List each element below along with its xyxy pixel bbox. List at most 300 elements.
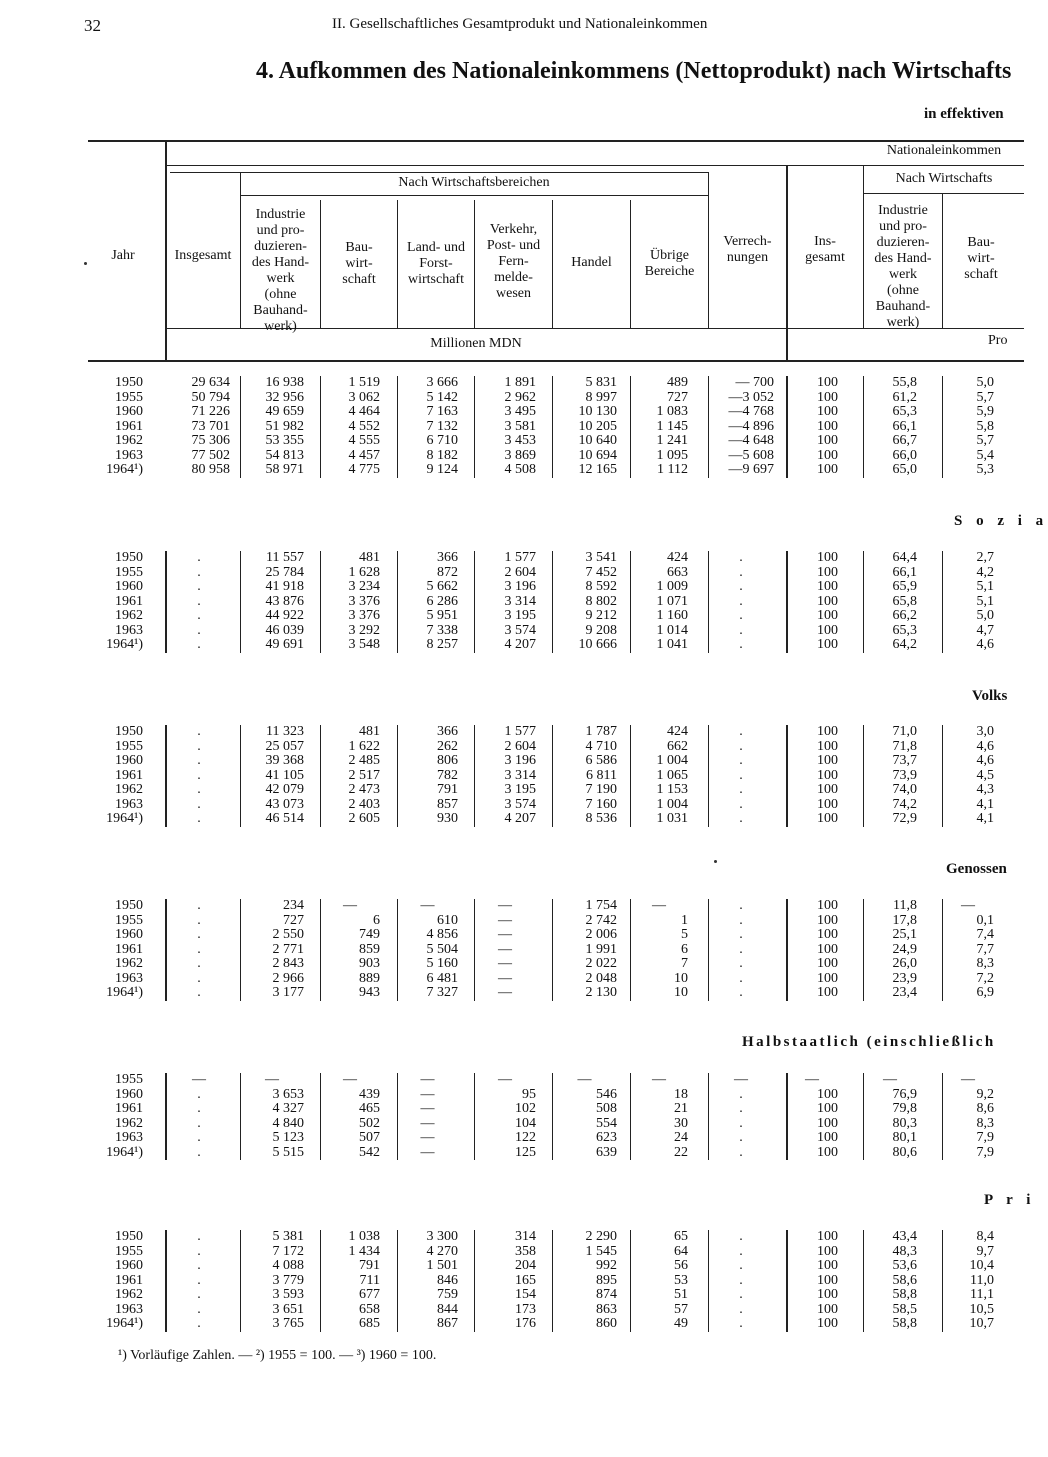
cell-verrechnungen: . (739, 593, 743, 609)
cell-handel: 8 802 (585, 593, 617, 609)
cell-industrie-percent: 73,9 (892, 767, 917, 783)
cell-bauwirtschaft: 2 473 (348, 782, 380, 797)
cell-industrie-percent: 66,0 (892, 447, 917, 463)
cell-uebrige: 1 031 (656, 811, 688, 826)
cell-handel: 863 (596, 1301, 617, 1317)
cell-year: 1962 (115, 608, 143, 623)
unit-note: in effektiven (924, 106, 1004, 122)
cell-verkehr: 2 962 (504, 389, 536, 405)
cell-industrie: 42 079 (265, 782, 304, 797)
cell-landwirtschaft: 5 662 (426, 579, 458, 594)
cell-uebrige: 1 095 (656, 447, 688, 463)
table-row (0, 449, 1024, 464)
cell-verrechnungen: . (739, 1130, 743, 1145)
cell-verrechnungen: . (739, 927, 743, 942)
cell-industrie: 234 (283, 898, 304, 913)
cell-handel: 5 831 (585, 375, 617, 390)
cell-bauwirtschaft: 6 (373, 912, 380, 928)
cell-handel: 1 754 (585, 898, 617, 913)
cell-verrechnungen: . (739, 1258, 743, 1273)
cell-insgesamt-percent: 100 (817, 579, 838, 594)
cell-insgesamt-percent: 100 (817, 1287, 838, 1302)
cell-industrie-percent: 53,6 (892, 1258, 917, 1273)
cell-insgesamt-percent: 100 (817, 433, 838, 448)
cell-bauwirtschaft-percent: 7,4 (976, 927, 994, 942)
table-row (0, 595, 1024, 610)
cell-bauwirtschaft-percent: 4,6 (976, 738, 994, 754)
cell-verkehr: 358 (515, 1243, 536, 1259)
cell-uebrige: 1 009 (656, 579, 688, 594)
cell-year: 1963 (115, 1301, 143, 1317)
cell-bauwirtschaft: 685 (359, 1316, 380, 1331)
cell-uebrige: 1 153 (656, 782, 688, 797)
table-row (0, 1317, 1024, 1332)
cell-industrie-percent: 24,9 (892, 941, 917, 957)
cell-industrie-percent: 43,4 (892, 1229, 917, 1244)
table-title: 4. Aufkommen des Nationaleinkommens (Nettoprodukt) nach Wirtschafts (256, 58, 1012, 84)
cell-year: 1955 (115, 1243, 143, 1259)
cell-bauwirtschaft-percent: — (961, 898, 975, 913)
cell-year: 1955 (115, 1072, 143, 1087)
cell-uebrige: 1 004 (656, 753, 688, 768)
cell-verrechnungen: . (739, 1243, 743, 1259)
cell-industrie-percent: 61,2 (892, 389, 917, 405)
cell-handel: 7 160 (585, 796, 617, 812)
cell-industrie-percent: 23,4 (892, 985, 917, 1000)
cell-verrechnungen: . (739, 782, 743, 797)
cell-industrie-percent: 55,8 (892, 375, 917, 390)
col-insgesamt: Insgesamt (174, 248, 232, 263)
cell-landwirtschaft: — (420, 1144, 435, 1160)
cell-uebrige: 1 065 (656, 767, 688, 783)
cell-uebrige: 49 (674, 1316, 688, 1331)
cell-year: 1955 (115, 738, 143, 754)
cell-verkehr: — (498, 970, 512, 986)
cell-uebrige: 10 (674, 970, 688, 986)
cell-handel: 554 (596, 1115, 617, 1131)
cell-landwirtschaft: 857 (437, 796, 458, 812)
cell-insgesamt: . (197, 564, 201, 580)
cell-year: 1962 (115, 782, 143, 797)
cell-verkehr: — (498, 985, 512, 1000)
table-row (0, 1117, 1024, 1132)
cell-insgesamt: . (197, 767, 201, 783)
cell-verrechnungen: . (739, 796, 743, 812)
cell-insgesamt: . (197, 927, 201, 942)
cell-uebrige: 727 (667, 389, 688, 405)
cell-industrie: 46 039 (265, 622, 304, 638)
col-bauwirtschaft-percent: Bau- wirt- schaft (964, 235, 998, 282)
cell-bauwirtschaft-percent: 4,7 (976, 622, 994, 638)
cell-handel: 2 006 (585, 927, 617, 942)
cell-verkehr: 1 577 (504, 724, 536, 739)
cell-bauwirtschaft: 542 (359, 1144, 380, 1160)
cell-bauwirtschaft-percent: 4,6 (976, 637, 994, 652)
cell-landwirtschaft: 846 (437, 1272, 458, 1288)
cell-year: 1950 (115, 898, 143, 913)
cell-industrie: — (265, 1072, 279, 1087)
cell-verrechnungen: . (739, 724, 743, 739)
cell-bauwirtschaft-percent: 4,1 (976, 796, 994, 812)
cell-landwirtschaft: 6 710 (426, 433, 458, 448)
cell-uebrige: 6 (681, 941, 688, 957)
cell-insgesamt-percent: 100 (817, 622, 838, 638)
cell-landwirtschaft: 4 856 (426, 927, 458, 942)
table-row (0, 957, 1024, 972)
cell-industrie: 2 550 (272, 927, 304, 942)
cell-bauwirtschaft: 4 775 (348, 462, 380, 477)
cell-verrechnungen: —4 896 (728, 418, 774, 434)
cell-bauwirtschaft-percent: 3,0 (976, 724, 994, 739)
cell-verrechnungen: . (739, 608, 743, 623)
cell-insgesamt: . (197, 579, 201, 594)
table-row (0, 580, 1024, 595)
cell-verrechnungen: — (734, 1072, 748, 1087)
cell-verkehr: 3 495 (504, 404, 536, 419)
cell-landwirtschaft: 7 327 (426, 985, 458, 1000)
group-nach-wirtschafts: Nach Wirtschafts (895, 171, 993, 186)
cell-insgesamt-percent: 100 (817, 462, 838, 477)
cell-industrie-percent: 80,3 (892, 1115, 917, 1131)
cell-insgesamt: . (197, 1229, 201, 1244)
cell-industrie: 39 368 (265, 753, 304, 768)
cell-handel: 9 208 (585, 622, 617, 638)
cell-uebrige: 1 112 (657, 462, 688, 477)
cell-bauwirtschaft-percent: 4,6 (976, 753, 994, 768)
cell-industrie-percent: 58,8 (892, 1287, 917, 1302)
cell-industrie-percent: — (883, 1072, 897, 1087)
cell-year: 1960 (115, 1258, 143, 1273)
cell-bauwirtschaft: 889 (359, 970, 380, 986)
cell-verkehr: — (498, 898, 512, 913)
cell-year: 1960 (115, 579, 143, 594)
stray-mark (84, 262, 87, 265)
cell-landwirtschaft: — (420, 1072, 435, 1087)
cell-year: 1960 (115, 753, 143, 768)
cell-bauwirtschaft-percent: 8,4 (976, 1229, 994, 1244)
cell-landwirtschaft: 806 (437, 753, 458, 768)
cell-year: 1950 (115, 375, 143, 390)
cell-verkehr: 3 314 (504, 767, 536, 783)
col-bauwirtschaft: Bau- wirt- schaft (342, 240, 376, 287)
cell-verrechnungen: —9 697 (728, 462, 774, 477)
cell-uebrige: 1 083 (656, 404, 688, 419)
cell-industrie-percent: 17,8 (892, 912, 917, 928)
cell-verkehr: 1 577 (504, 550, 536, 565)
cell-uebrige: 1 145 (656, 418, 688, 434)
cell-landwirtschaft: 1 501 (426, 1258, 458, 1273)
cell-bauwirtschaft-percent: 7,2 (976, 970, 994, 986)
cell-industrie: 5 515 (272, 1144, 304, 1160)
cell-verkehr: 1 891 (504, 375, 536, 390)
cell-insgesamt-percent: 100 (817, 1115, 838, 1131)
cell-verrechnungen: . (739, 1229, 743, 1244)
cell-bauwirtschaft: 3 376 (348, 608, 380, 623)
cell-insgesamt: . (197, 1243, 201, 1259)
cell-verrechnungen: . (739, 753, 743, 768)
cell-industrie-percent: 64,2 (892, 637, 917, 652)
cell-landwirtschaft: 366 (437, 724, 458, 739)
cell-industrie: 46 514 (265, 811, 304, 826)
cell-verrechnungen: . (739, 1316, 743, 1331)
table-row (0, 1131, 1024, 1146)
cell-handel: 2 742 (585, 912, 617, 928)
cell-insgesamt-percent: 100 (817, 1258, 838, 1273)
cell-industrie: 11 323 (266, 724, 304, 739)
cell-bauwirtschaft: 1 628 (348, 564, 380, 580)
group-nationaleinkommen: Nationaleinkommen (886, 143, 1002, 158)
cell-verkehr: 3 196 (504, 579, 536, 594)
block-title-genossenschaftlich: Genossen (946, 861, 1007, 877)
cell-year: 1962 (115, 956, 143, 971)
cell-verkehr: 4 508 (504, 462, 536, 477)
cell-insgesamt: . (197, 1272, 201, 1288)
cell-year: 1961 (115, 418, 143, 434)
cell-landwirtschaft: 3 300 (426, 1229, 458, 1244)
cell-bauwirtschaft: 481 (359, 724, 380, 739)
cell-industrie: 3 651 (272, 1301, 304, 1317)
cell-insgesamt-percent: 100 (817, 1229, 838, 1244)
table-row (0, 1088, 1024, 1103)
cell-insgesamt: . (197, 724, 201, 739)
header-top-rule (88, 140, 1024, 142)
cell-landwirtschaft: 4 270 (426, 1243, 458, 1259)
cell-industrie-percent: 65,8 (892, 593, 917, 609)
cell-bauwirtschaft: — (343, 898, 357, 913)
cell-insgesamt: . (197, 796, 201, 812)
cell-insgesamt: . (197, 1316, 201, 1331)
cell-verrechnungen: . (739, 637, 743, 652)
table-row (0, 928, 1024, 943)
cell-verrechnungen: . (739, 767, 743, 783)
table-row (0, 769, 1024, 784)
cell-verrechnungen: . (739, 1115, 743, 1131)
cell-bauwirtschaft: 4 552 (348, 418, 380, 434)
cell-uebrige: 64 (674, 1243, 688, 1259)
cell-verkehr: 125 (515, 1144, 536, 1160)
cell-handel: 992 (596, 1258, 617, 1273)
cell-landwirtschaft: 6 481 (426, 970, 458, 986)
cell-bauwirtschaft: 2 517 (348, 767, 380, 783)
cell-industrie: 3 593 (272, 1287, 304, 1302)
cell-handel: 2 130 (585, 985, 617, 1000)
cell-bauwirtschaft: 1 434 (348, 1243, 380, 1259)
cell-bauwirtschaft-percent: 11,1 (970, 1287, 994, 1302)
cell-year: 1955 (115, 564, 143, 580)
cell-bauwirtschaft: 2 485 (348, 753, 380, 768)
cell-uebrige: 662 (667, 738, 688, 754)
cell-bauwirtschaft: 1 519 (348, 375, 380, 390)
cell-insgesamt: . (197, 985, 201, 1000)
cell-insgesamt-percent: 100 (817, 593, 838, 609)
cell-bauwirtschaft: 1 038 (348, 1229, 380, 1244)
cell-industrie-percent: 11,8 (893, 898, 917, 913)
cell-verkehr: 165 (515, 1272, 536, 1288)
cell-insgesamt: 71 226 (191, 404, 230, 419)
cell-verkehr: 154 (515, 1287, 536, 1302)
cell-verrechnungen: . (739, 1144, 743, 1160)
cell-industrie-percent: 66,7 (892, 433, 917, 448)
cell-uebrige: 53 (674, 1272, 688, 1288)
cell-industrie: 7 172 (272, 1243, 304, 1259)
cell-industrie-percent: 71,0 (892, 724, 917, 739)
cell-verrechnungen: . (739, 738, 743, 754)
col-verkehr: Verkehr, Post- und Fern- melde- wesen (486, 222, 541, 301)
cell-verkehr: 3 574 (504, 796, 536, 812)
col-verrechnungen: Verrech- nungen (723, 234, 772, 265)
table-row (0, 1102, 1024, 1117)
cell-landwirtschaft: 7 132 (426, 418, 458, 434)
cell-verrechnungen: — 700 (735, 375, 774, 390)
cell-insgesamt-percent: 100 (817, 738, 838, 754)
cell-industrie: 53 355 (265, 433, 304, 448)
cell-insgesamt-percent: — (805, 1072, 819, 1087)
cell-bauwirtschaft: 3 548 (348, 637, 380, 652)
page-number: 32 (84, 16, 101, 35)
cell-verkehr: 204 (515, 1258, 536, 1273)
cell-handel: 6 811 (586, 767, 617, 783)
cell-landwirtschaft: 930 (437, 811, 458, 826)
table-row (0, 420, 1024, 435)
cell-verrechnungen: . (739, 956, 743, 971)
col-industrie-percent: Industrie und pro- duzieren- des Hand- werk (ohne Bauhand- werk) (874, 203, 932, 330)
cell-industrie: 43 073 (265, 796, 304, 812)
cell-year: 1964¹) (106, 462, 143, 477)
cell-year: 1962 (115, 1115, 143, 1131)
cell-landwirtschaft: 5 951 (426, 608, 458, 623)
cell-industrie: 2 771 (272, 941, 304, 957)
cell-bauwirtschaft-percent: 8,6 (976, 1101, 994, 1116)
cell-handel: — (577, 1072, 592, 1087)
cell-industrie: 49 659 (265, 404, 304, 419)
cell-verrechnungen: . (739, 941, 743, 957)
cell-insgesamt-percent: 100 (817, 1101, 838, 1116)
cell-year: 1960 (115, 1086, 143, 1102)
cell-industrie: 2 843 (272, 956, 304, 971)
cell-handel: 10 205 (578, 418, 617, 434)
cell-industrie-percent: 26,0 (892, 956, 917, 971)
cell-verkehr: 3 453 (504, 433, 536, 448)
cell-year: 1963 (115, 796, 143, 812)
cell-industrie: 727 (283, 912, 304, 928)
cell-insgesamt-percent: 100 (817, 375, 838, 390)
cell-handel: 1 991 (585, 941, 617, 957)
cell-year: 1963 (115, 1130, 143, 1145)
block-title-halbstaatlich: Halbstaatlich (einschließlich (742, 1034, 996, 1050)
cell-insgesamt-percent: 100 (817, 389, 838, 405)
cell-industrie-percent: 71,8 (892, 738, 917, 754)
cell-uebrige: 65 (674, 1229, 688, 1244)
cell-verkehr: 3 195 (504, 608, 536, 623)
cell-year: 1964¹) (106, 811, 143, 826)
table-row (0, 754, 1024, 769)
cell-bauwirtschaft: 3 234 (348, 579, 380, 594)
cell-handel: 2 022 (585, 956, 617, 971)
cell-industrie-percent: 58,8 (892, 1316, 917, 1331)
cell-insgesamt: . (197, 1144, 201, 1160)
cell-uebrige: 1 (681, 912, 688, 928)
cell-insgesamt: . (197, 593, 201, 609)
cell-insgesamt-percent: 100 (817, 1144, 838, 1160)
cell-verkehr: 3 314 (504, 593, 536, 609)
cell-bauwirtschaft-percent: 5,4 (976, 447, 994, 463)
cell-industrie: 25 784 (265, 564, 304, 580)
cell-verkehr: 4 207 (504, 637, 536, 652)
cell-landwirtschaft: 7 338 (426, 622, 458, 638)
cell-insgesamt: . (197, 941, 201, 957)
cell-uebrige: 7 (681, 956, 688, 971)
cell-verkehr: 104 (515, 1115, 536, 1131)
cell-landwirtschaft: — (420, 1101, 435, 1116)
cell-handel: 4 710 (585, 738, 617, 754)
cell-verrechnungen: . (739, 1287, 743, 1302)
cell-landwirtschaft: 7 163 (426, 404, 458, 419)
cell-landwirtschaft: 782 (437, 767, 458, 783)
cell-bauwirtschaft: 2 403 (348, 796, 380, 812)
cell-handel: 895 (596, 1272, 617, 1288)
cell-uebrige: 1 241 (656, 433, 688, 448)
cell-handel: 546 (596, 1086, 617, 1102)
table-row (0, 1230, 1024, 1245)
cell-industrie-percent: 65,3 (892, 622, 917, 638)
cell-bauwirtschaft-percent: 10,4 (969, 1258, 994, 1273)
cell-verkehr: 173 (515, 1301, 536, 1317)
cell-bauwirtschaft-percent: — (961, 1072, 975, 1087)
cell-handel: 3 541 (585, 550, 617, 565)
cell-verkehr: 2 604 (504, 564, 536, 580)
cell-industrie-percent: 80,6 (892, 1144, 917, 1160)
cell-bauwirtschaft: — (343, 1072, 357, 1087)
cell-insgesamt-percent: 100 (817, 912, 838, 928)
cell-insgesamt: 80 958 (191, 462, 230, 477)
cell-bauwirtschaft: 859 (359, 941, 380, 957)
cell-year: 1950 (115, 724, 143, 739)
cell-bauwirtschaft-percent: 5,0 (976, 608, 994, 623)
cell-uebrige: 24 (674, 1130, 688, 1145)
cell-insgesamt: 73 701 (191, 418, 230, 434)
cell-insgesamt-percent: 100 (817, 985, 838, 1000)
cell-verrechnungen: —4 768 (728, 404, 774, 419)
table-row (0, 899, 1024, 914)
cell-insgesamt: . (197, 1086, 201, 1102)
table-row (0, 434, 1024, 449)
table-row (0, 376, 1024, 391)
cell-insgesamt: . (197, 753, 201, 768)
cell-bauwirtschaft-percent: 4,2 (976, 564, 994, 580)
cell-insgesamt-percent: 100 (817, 564, 838, 580)
cell-landwirtschaft: 791 (437, 782, 458, 797)
cell-bauwirtschaft: 502 (359, 1115, 380, 1131)
running-head: II. Gesellschaftliches Gesamtprodukt und Nationaleinkommen (332, 16, 708, 32)
cell-year: 1964¹) (106, 1144, 143, 1160)
cell-bauwirtschaft-percent: 4,5 (976, 767, 994, 783)
cell-uebrige: 663 (667, 564, 688, 580)
cell-uebrige: 1 004 (656, 796, 688, 812)
cell-landwirtschaft: 5 142 (426, 389, 458, 405)
cell-industrie-percent: 72,9 (892, 811, 917, 826)
cell-verkehr: — (498, 927, 512, 942)
cell-verrechnungen: . (739, 1101, 743, 1116)
table-row (0, 1288, 1024, 1303)
cell-verkehr: 3 195 (504, 782, 536, 797)
cell-landwirtschaft: 9 124 (426, 462, 458, 477)
cell-landwirtschaft: 262 (437, 738, 458, 754)
cell-landwirtschaft: — (420, 1086, 435, 1102)
table-row (0, 798, 1024, 813)
cell-industrie-percent: 48,3 (892, 1243, 917, 1259)
cell-insgesamt-percent: 100 (817, 608, 838, 623)
cell-year: 1961 (115, 767, 143, 783)
